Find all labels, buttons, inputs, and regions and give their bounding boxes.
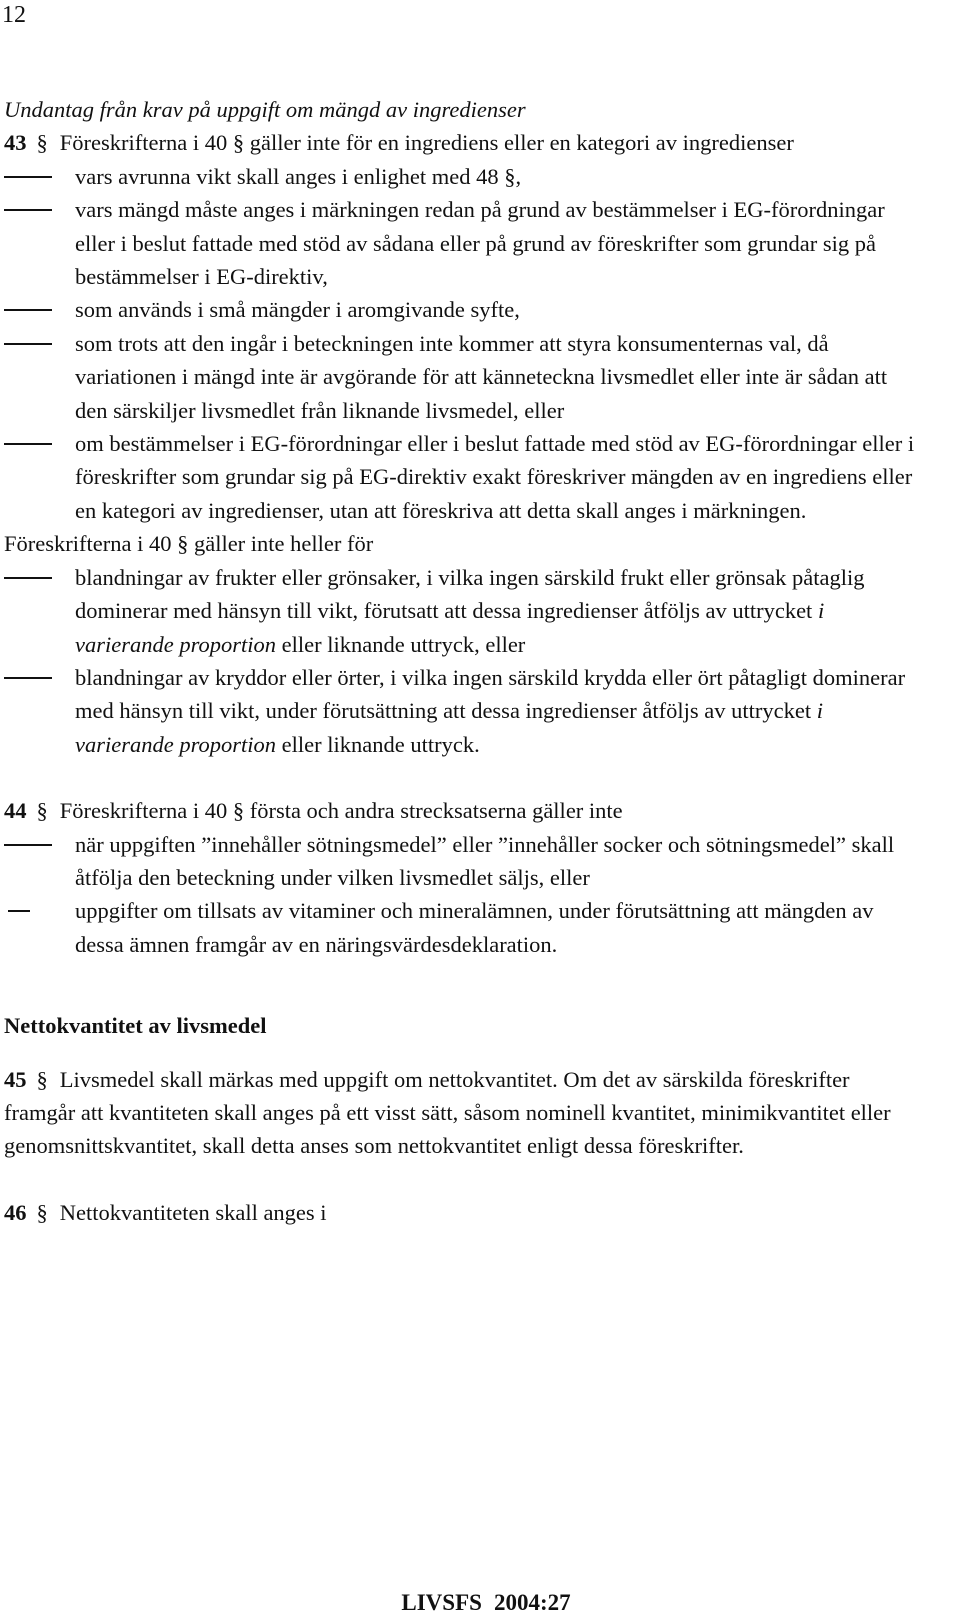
- list-item: [4, 661, 924, 761]
- paragraph-number: 46: [4, 1199, 27, 1225]
- section-sign: §: [36, 798, 48, 824]
- list-item-text: eller liknande uttryck, eller: [276, 631, 526, 657]
- list-item: om bestämmelser i EG-förordningar eller i beslut fattade med stöd av EG-förordningar eller i föreskrifter som grundar sig på EG-direktiv exakt föreskriver mängden av en ingrediens eller en kategori av ingredienser, utan att föreskriva att detta skall anges i märkningen.: [4, 427, 924, 527]
- list-item-text: eller liknande uttryck.: [276, 731, 480, 757]
- list-item: vars mängd måste anges i märkningen redan på grund av bestämmelser i EG-förordningar eller i beslut fattade med stöd av sådana eller på grund av föreskrifter som grundar sig på bestämmelser i EG-direktiv,: [4, 193, 924, 293]
- footer-code: LIVSFS: [401, 1590, 482, 1615]
- document-body: [4, 93, 924, 1229]
- section-sign: §: [36, 1066, 48, 1092]
- document-footer: [0, 1585, 960, 1621]
- emphasis-text: i varierande proportion: [75, 698, 823, 757]
- page-number: 12: [2, 2, 26, 28]
- list-item: vars avrunna vikt skall anges i enlighet med 48 §,: [4, 160, 924, 193]
- paragraph-text: Föreskrifterna i 40 § gäller inte för en ingrediens eller en kategori av ingredienser: [59, 130, 794, 156]
- dash-list-44: [4, 828, 924, 962]
- paragraph-43: [4, 126, 924, 159]
- list-item: som trots att den ingår i beteckningen inte kommer att styra konsumenternas val, då variationen i mängd inte är avgörande för att känneteckna livsmedlet eller inte är sådan att den särskiljer livsmedlet från liknande livsmedel, eller: [4, 327, 924, 427]
- section-heading-net-quantity: Nettokvantitet av livsmedel: [4, 1013, 267, 1039]
- section-heading-exemptions: Undantag från krav på uppgift om mängd av ingredienser: [4, 97, 526, 122]
- paragraph-text: Livsmedel skall märkas med uppgift om nettokvantitet. Om det av särskilda föreskrifter framgår att kvantiteten skall anges på ett visst sätt, såsom nominell kvantitet, minimikvantitet eller genomsnittskvantitet, skall detta anses som nettokvantitet enligt dessa föreskrifter.: [4, 1066, 891, 1159]
- paragraph-number: 43: [4, 130, 27, 156]
- dash-list-43b: [4, 561, 924, 761]
- section-sign: §: [36, 1199, 48, 1225]
- list-item: [4, 561, 924, 661]
- list-item: uppgifter om tillsats av vitaminer och mineralämnen, under förutsättning att mängden av dessa ämnen framgår av en näringsvärdesdeklaration.: [4, 894, 924, 961]
- footer-year: 2004:27: [493, 1590, 571, 1615]
- paragraph-43-second: Föreskrifterna i 40 § gäller inte heller för: [4, 531, 374, 557]
- paragraph-text: Nettokvantiteten skall anges i: [59, 1199, 327, 1225]
- paragraph-45: [4, 1063, 924, 1163]
- list-item: som används i små mängder i aromgivande syfte,: [4, 293, 924, 326]
- emphasis-text: i varierande proportion: [75, 598, 825, 657]
- paragraph-number: 45: [4, 1066, 27, 1092]
- paragraph-44: [4, 794, 924, 827]
- section-sign: §: [36, 130, 48, 156]
- paragraph-number: 44: [4, 798, 27, 824]
- dash-list-43a: [4, 160, 924, 527]
- paragraph-46: [4, 1196, 924, 1229]
- list-item: när uppgiften ”innehåller sötningsmedel” eller ”innehåller socker och sötningsmedel” skall åtfölja den beteckning under vilken livsmedlet säljs, eller: [4, 828, 924, 895]
- list-item-text: blandningar av kryddor eller örter, i vilka ingen särskild krydda eller ört påtagligt dominerar med hänsyn till vikt, under förutsättning att dessa ingredienser åtföljs av uttrycket: [75, 664, 906, 724]
- paragraph-text: Föreskrifterna i 40 § första och andra strecksatserna gäller inte: [59, 798, 623, 824]
- list-item-text: blandningar av frukter eller grönsaker, i vilka ingen särskild frukt eller grönsak påtaglig dominerar med hänsyn till vikt, förutsatt att dessa ingredienser åtföljs av uttrycket: [75, 564, 865, 624]
